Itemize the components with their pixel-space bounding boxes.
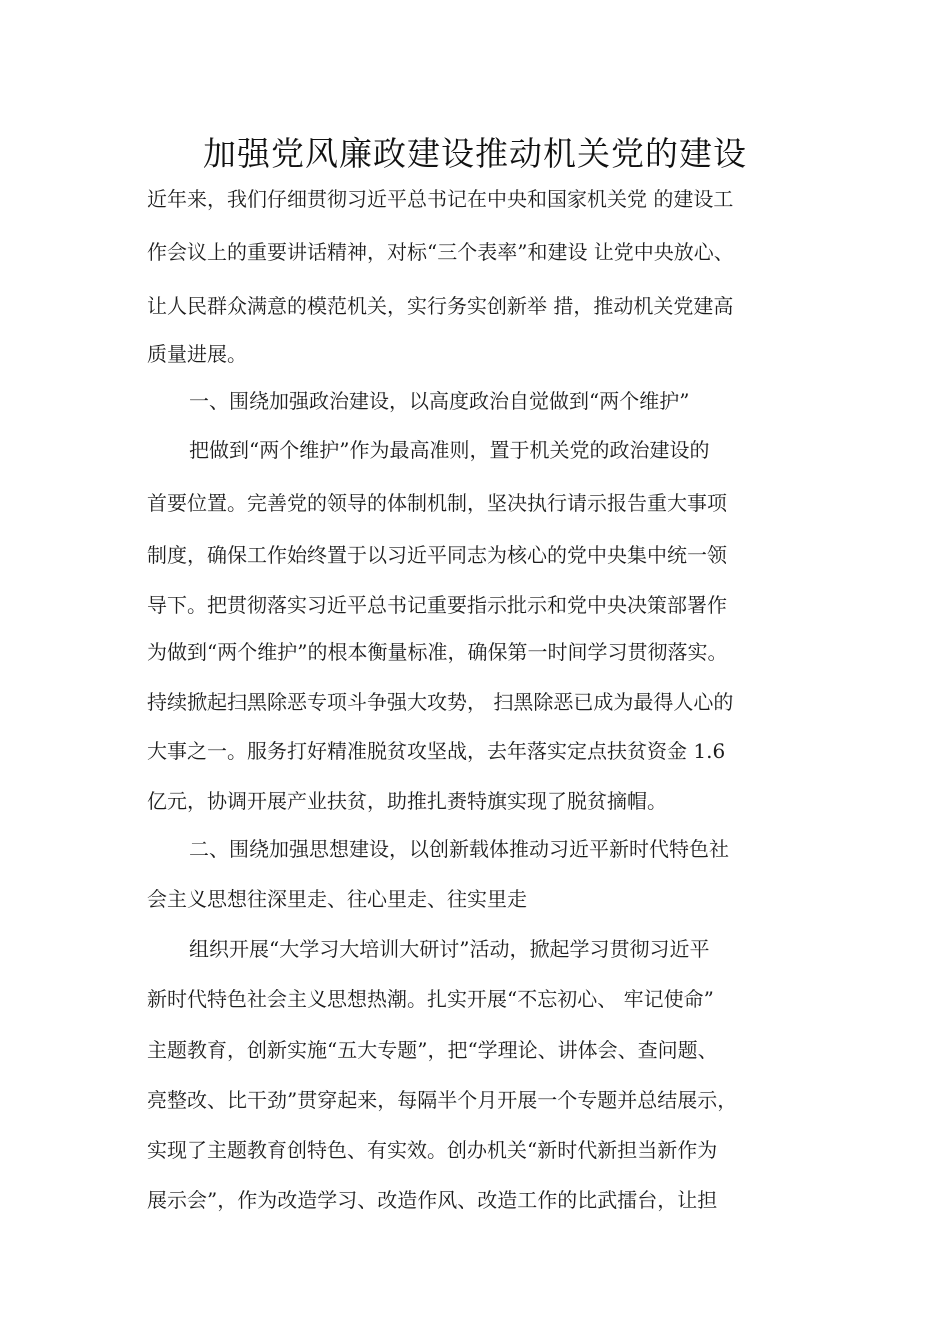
section-heading-continued: 会主义思想往深里走、往心里走、往实里走 [147,887,527,911]
body-line: 把做到“两个维护”作为最高准则，置于机关党的政治建设的 [189,438,710,462]
body-line: 制度，确保工作始终置于以习近平同志为核心的党中央集中统一领 [147,543,727,567]
body-line: 大事之一。服务打好精准脱贫攻坚战，去年落实定点扶贫资金 1.6 [147,739,726,763]
body-line: 质量进展。 [147,342,247,366]
body-line: 近年来，我们仔细贯彻习近平总书记在中央和国家机关党 的建设工 [147,187,734,211]
body-line: 作会议上的重要讲话精神，对标“三个表率”和建设 让党中央放心、 [147,240,734,264]
body-line: 主题教育，创新实施“五大专题”，把“学理论、讲体会、查问题、 [147,1038,718,1062]
body-line: 首要位置。完善党的领导的体制机制，坚决执行请示报告重大事项 [147,491,727,515]
body-line: 亮整改、比干劲”贯穿起来，每隔半个月开展一个专题并总结展示， [147,1088,738,1112]
body-line: 亿元，协调开展产业扶贫，助推扎赉特旗实现了脱贫摘帽。 [147,789,667,813]
body-line: 展示会”，作为改造学习、改造作风、改造工作的比武擂台，让担 [147,1188,718,1212]
body-line: 组织开展“大学习大培训大研讨”活动，掀起学习贯彻习近平 [189,937,710,961]
body-line: 持续掀起扫黑除恶专项斗争强大攻势， 扫黑除恶已成为最得人心的 [147,690,734,714]
body-line: 让人民群众满意的模范机关，实行务实创新举 措，推动机关党建高 [147,294,734,318]
section-heading: 一、围绕加强政治建设，以高度政治自觉做到“两个维护” [189,389,690,413]
body-line: 新时代特色社会主义思想热潮。扎实开展“不忘初心、 牢记使命” [147,987,714,1011]
body-line: 实现了主题教育创特色、有实效。创办机关“新时代新担当新作为 [147,1138,718,1162]
body-line: 导下。把贯彻落实习近平总书记重要指示批示和党中央决策部署作 [147,593,727,617]
section-heading: 二、围绕加强思想建设，以创新载体推动习近平新时代特色社 [189,837,729,861]
body-line: 为做到“两个维护”的根本衡量标准，确保第一时间学习贯彻落实。 [147,640,728,664]
document-title: 加强党风廉政建设推动机关党的建设 [203,134,747,173]
